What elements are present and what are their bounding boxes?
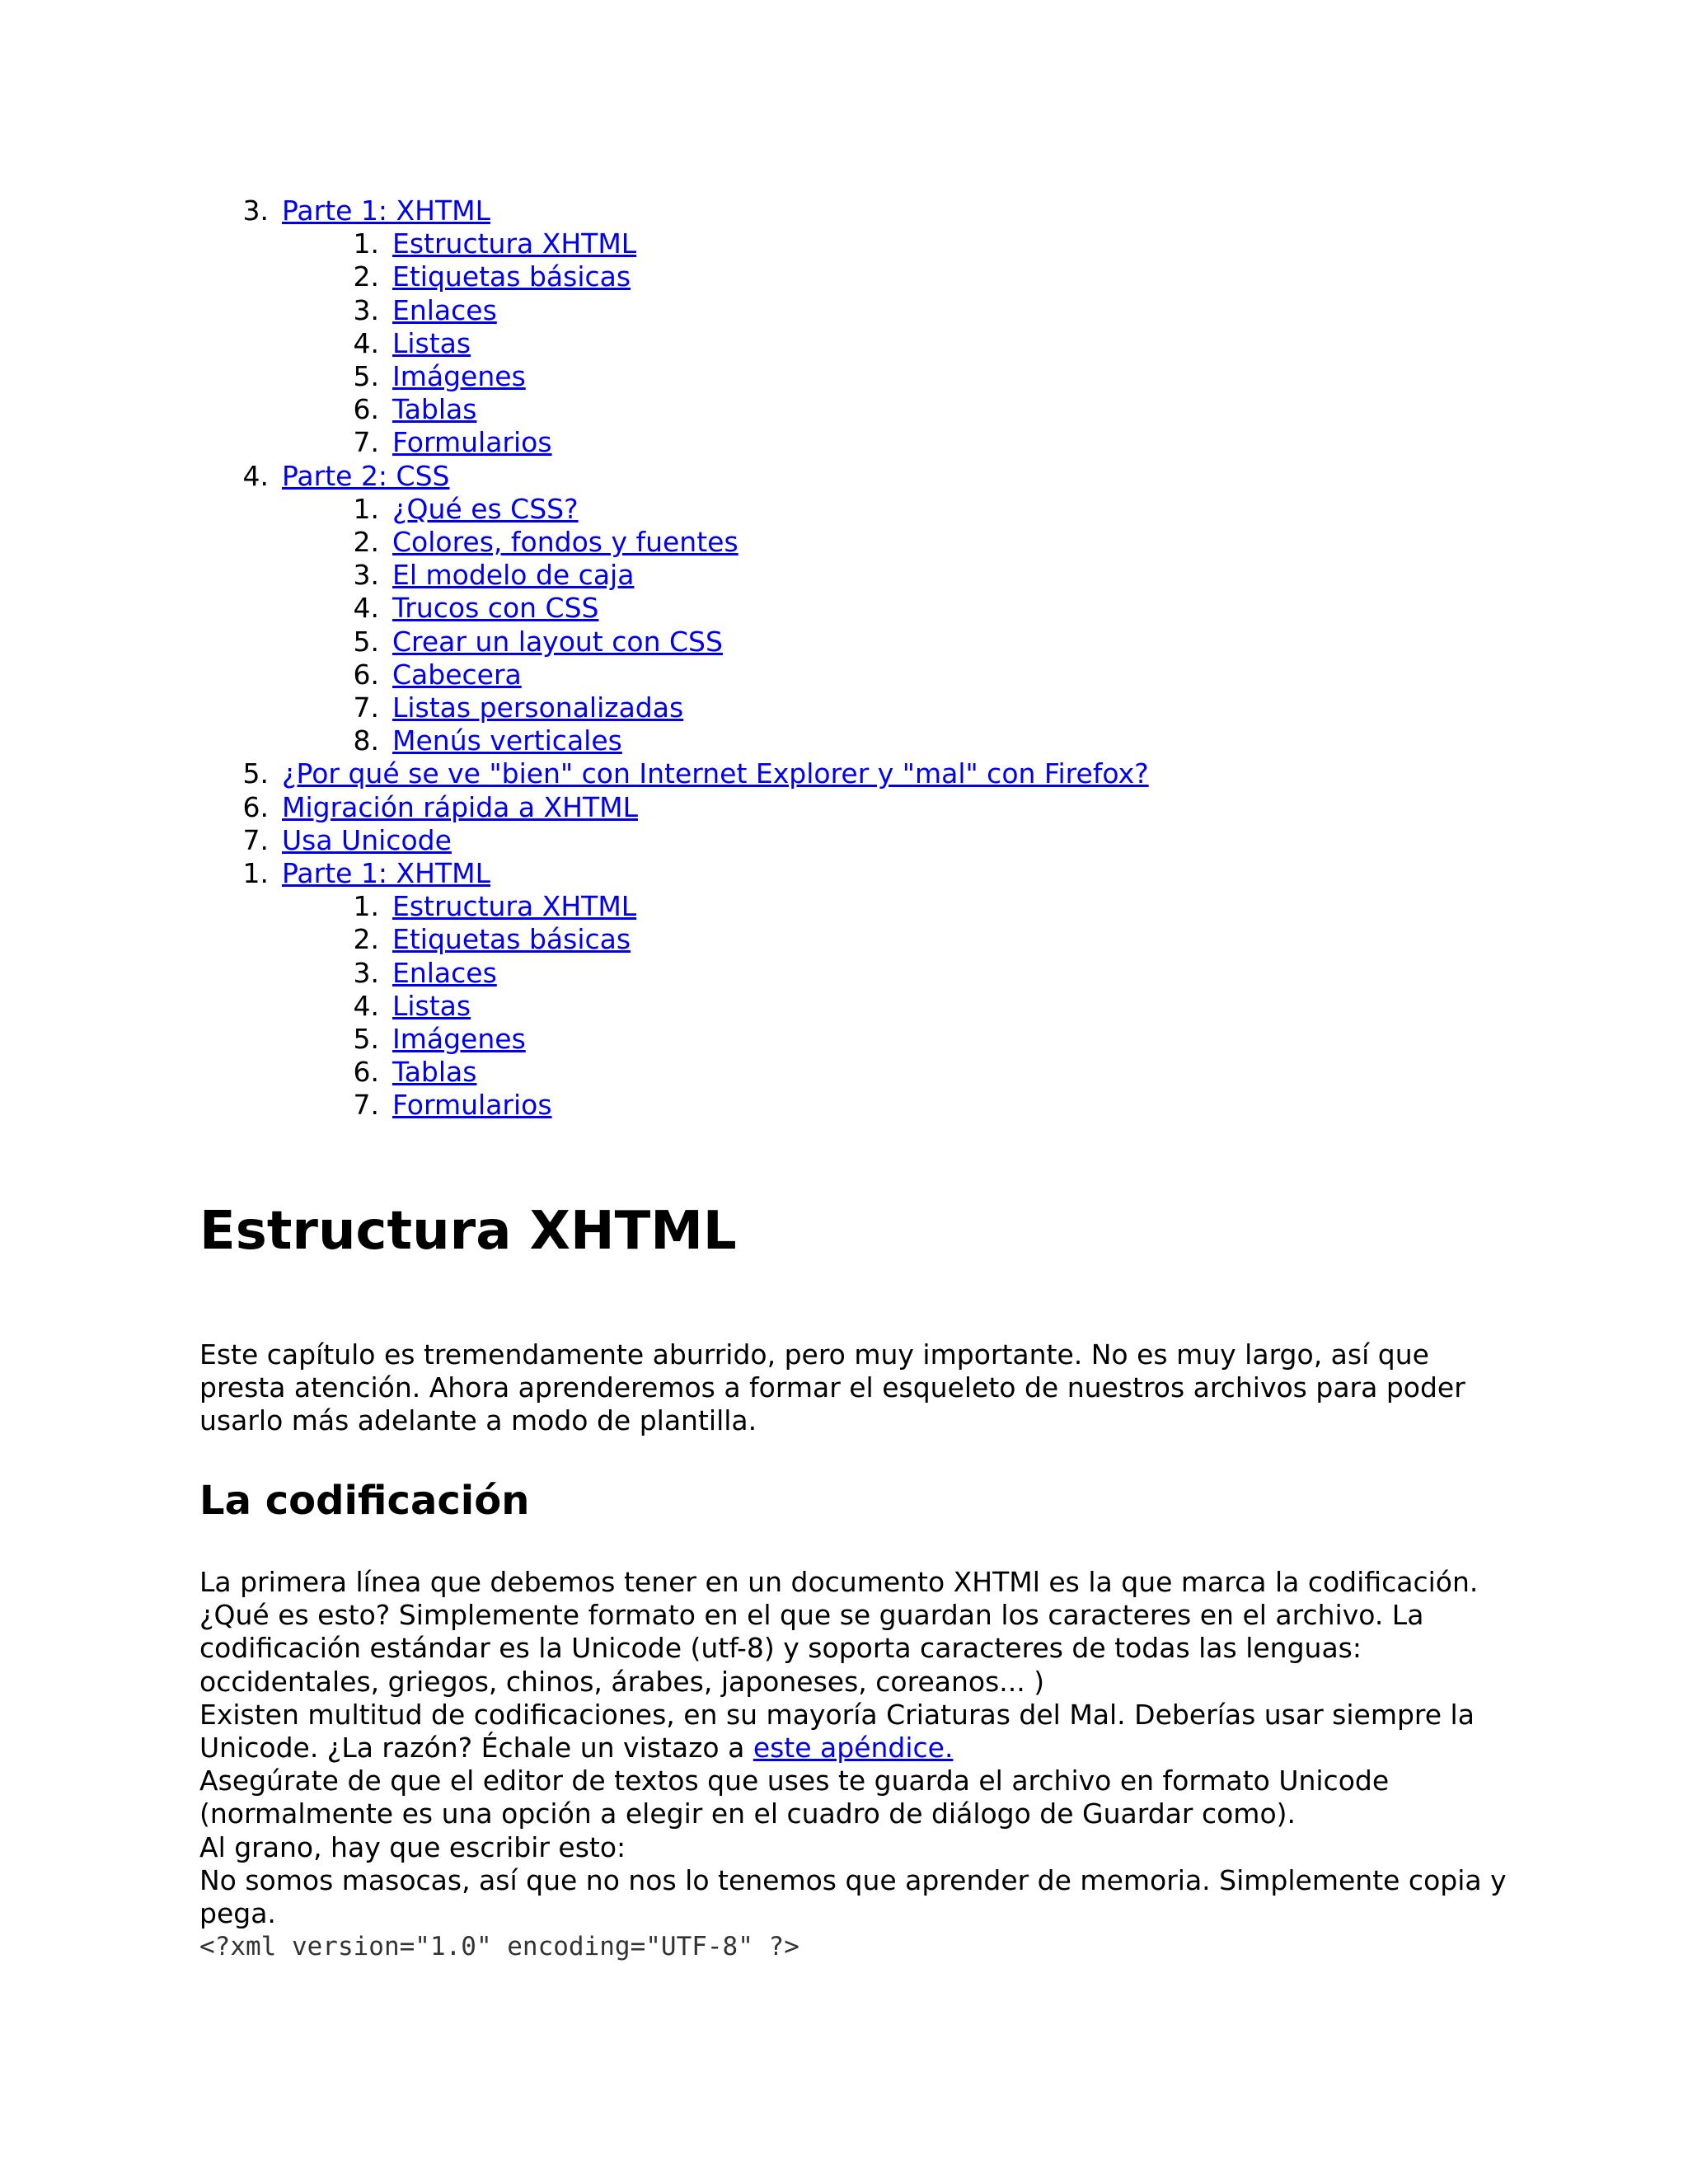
toc-item-number: 8. bbox=[353, 724, 379, 757]
toc-subitem bbox=[199, 890, 1502, 923]
paragraph-write-this: Al grano, hay que escribir esto: bbox=[199, 1830, 626, 1863]
toc-link[interactable]: Parte 2: CSS bbox=[282, 459, 450, 492]
toc-subitem bbox=[199, 923, 1502, 956]
toc-link[interactable]: Parte 1: XHTML bbox=[282, 194, 490, 227]
toc-item-number: 7. bbox=[353, 426, 379, 459]
paragraph-encodings-text: Existen multitud de codificaciones, en su mayoría Criaturas del Mal. Deberías usar siempre la Unicode. ¿La razón? Échale un vistazo a bbox=[199, 1698, 1475, 1765]
section-heading: La codificación bbox=[199, 1478, 530, 1524]
toc-item-number: 1. bbox=[242, 857, 269, 890]
toc-link[interactable]: Menús verticales bbox=[392, 724, 622, 757]
toc-item-number: 5. bbox=[242, 757, 269, 790]
toc-link[interactable]: ¿Por qué se ve "bien" con Internet Explorer y "mal" con Firefox? bbox=[282, 757, 1149, 790]
toc-link[interactable]: Trucos con CSS bbox=[392, 592, 599, 625]
toc-item-number: 1. bbox=[353, 492, 379, 525]
appendix-link[interactable]: este apéndice. bbox=[753, 1732, 954, 1765]
toc-subitem bbox=[199, 426, 1502, 459]
toc-item-number: 1. bbox=[353, 890, 379, 923]
toc-item-number: 4. bbox=[353, 989, 379, 1022]
toc-link[interactable]: Listas bbox=[392, 989, 471, 1022]
toc-item bbox=[199, 757, 1502, 790]
toc-item-number: 7. bbox=[242, 823, 269, 856]
toc-link[interactable]: Imágenes bbox=[392, 360, 526, 393]
paragraph-encodings bbox=[199, 1699, 1518, 1765]
toc-item-number: 7. bbox=[353, 691, 379, 724]
table-of-contents bbox=[199, 194, 1502, 1122]
toc-link[interactable]: Estructura XHTML bbox=[392, 227, 637, 260]
toc-subitem bbox=[199, 526, 1502, 559]
toc-subitem bbox=[199, 592, 1502, 625]
toc-item bbox=[199, 194, 1502, 227]
toc-link[interactable]: Estructura XHTML bbox=[392, 890, 637, 923]
toc-subitem bbox=[199, 227, 1502, 260]
section-body bbox=[199, 1566, 1518, 1963]
toc-subitem bbox=[199, 294, 1502, 327]
toc-link[interactable]: Etiquetas básicas bbox=[392, 923, 631, 956]
intro-paragraph: Este capítulo es tremendamente aburrido, pero muy importante. No es muy largo, así que presta atención. Ahora aprenderemos a formar el esqueleto de nuestros archivos para poder usarlo más adelante a modo de plantilla. bbox=[199, 1338, 1465, 1437]
toc-subitem bbox=[199, 559, 1502, 592]
toc-item-number: 1. bbox=[353, 227, 379, 260]
toc-link[interactable]: Usa Unicode bbox=[282, 823, 452, 856]
toc-subitem bbox=[199, 260, 1502, 293]
toc-item-number: 7. bbox=[353, 1089, 379, 1122]
toc-link[interactable]: Colores, fondos y fuentes bbox=[392, 526, 738, 559]
toc-link[interactable]: Crear un layout con CSS bbox=[392, 625, 723, 658]
toc-item-number: 2. bbox=[353, 526, 379, 559]
toc-link[interactable]: Parte 1: XHTML bbox=[282, 857, 490, 890]
toc-subitem bbox=[199, 360, 1502, 393]
page-title: Estructura XHTML bbox=[199, 1201, 737, 1262]
toc-link[interactable]: Formularios bbox=[392, 426, 552, 459]
toc-subitem bbox=[199, 990, 1502, 1023]
toc-subitem bbox=[199, 1056, 1502, 1089]
toc-link[interactable]: ¿Qué es CSS? bbox=[392, 492, 579, 525]
toc-link[interactable]: Enlaces bbox=[392, 293, 497, 326]
toc-subitem bbox=[199, 327, 1502, 360]
toc-item-number: 6. bbox=[353, 393, 379, 426]
toc-item bbox=[199, 824, 1502, 857]
code-xml-declaration: <?xml version="1.0" encoding="UTF-8" ?> bbox=[199, 1932, 799, 1962]
toc-subitem bbox=[199, 691, 1502, 724]
toc-item-number: 3. bbox=[353, 559, 379, 592]
toc-item-number: 3. bbox=[353, 293, 379, 326]
toc-item-number: 6. bbox=[242, 790, 269, 823]
toc-item-number: 3. bbox=[242, 194, 269, 227]
toc-item-number: 2. bbox=[353, 923, 379, 956]
toc-link[interactable]: Listas bbox=[392, 326, 471, 359]
toc-link[interactable]: Enlaces bbox=[392, 956, 497, 989]
paragraph-editor: Asegúrate de que el editor de textos que uses te guarda el archivo en formato Unicode (normalmente es una opción a elegir en el cuadro de diálogo de Guardar como). bbox=[199, 1765, 1390, 1830]
toc-subitem bbox=[199, 393, 1502, 426]
toc-item-number: 3. bbox=[353, 956, 379, 989]
toc-item-number: 4. bbox=[353, 592, 379, 625]
toc-subitem bbox=[199, 724, 1502, 757]
toc-link[interactable]: Tablas bbox=[392, 393, 477, 426]
toc-item-number: 5. bbox=[353, 1023, 379, 1056]
paragraph-encoding-intro: La primera línea que debemos tener en un documento XHTMl es la que marca la codificación. ¿Qué es esto? Simplemente formato en el que se guardan los caracteres en el archivo. La codificación estándar es la Unicode (utf-8) y soporta caracteres de todas las lenguas: occidentales, griegos, chinos, árabes, japoneses, coreanos... ) bbox=[199, 1566, 1479, 1698]
toc-item bbox=[199, 857, 1502, 890]
toc-link[interactable]: Cabecera bbox=[392, 658, 522, 691]
toc-link[interactable]: El modelo de caja bbox=[392, 559, 635, 592]
toc-subitem bbox=[199, 1023, 1502, 1056]
toc-subitem bbox=[199, 493, 1502, 526]
toc-item-number: 2. bbox=[353, 260, 379, 293]
toc-item bbox=[199, 791, 1502, 824]
toc-link[interactable]: Tablas bbox=[392, 1056, 477, 1089]
toc-subitem bbox=[199, 626, 1502, 658]
toc-link[interactable]: Listas personalizadas bbox=[392, 691, 684, 724]
toc-item-number: 4. bbox=[353, 326, 379, 359]
toc-link[interactable]: Imágenes bbox=[392, 1023, 526, 1056]
toc-item-number: 6. bbox=[353, 658, 379, 691]
toc-item-number: 4. bbox=[242, 459, 269, 492]
toc-link[interactable]: Formularios bbox=[392, 1089, 552, 1122]
toc-item-number: 5. bbox=[353, 360, 379, 393]
toc-link[interactable]: Etiquetas básicas bbox=[392, 260, 631, 293]
toc-subitem bbox=[199, 1089, 1502, 1122]
toc-item-number: 5. bbox=[353, 625, 379, 658]
document-page bbox=[199, 194, 1507, 1962]
paragraph-copy-paste: No somos masocas, así que no nos lo tenemos que aprender de memoria. Simplemente copia y pega. bbox=[199, 1863, 1507, 1930]
toc-item bbox=[199, 460, 1502, 493]
toc-item-number: 6. bbox=[353, 1056, 379, 1089]
toc-subitem bbox=[199, 957, 1502, 990]
toc-subitem bbox=[199, 658, 1502, 691]
toc-link[interactable]: Migración rápida a XHTML bbox=[282, 790, 638, 823]
